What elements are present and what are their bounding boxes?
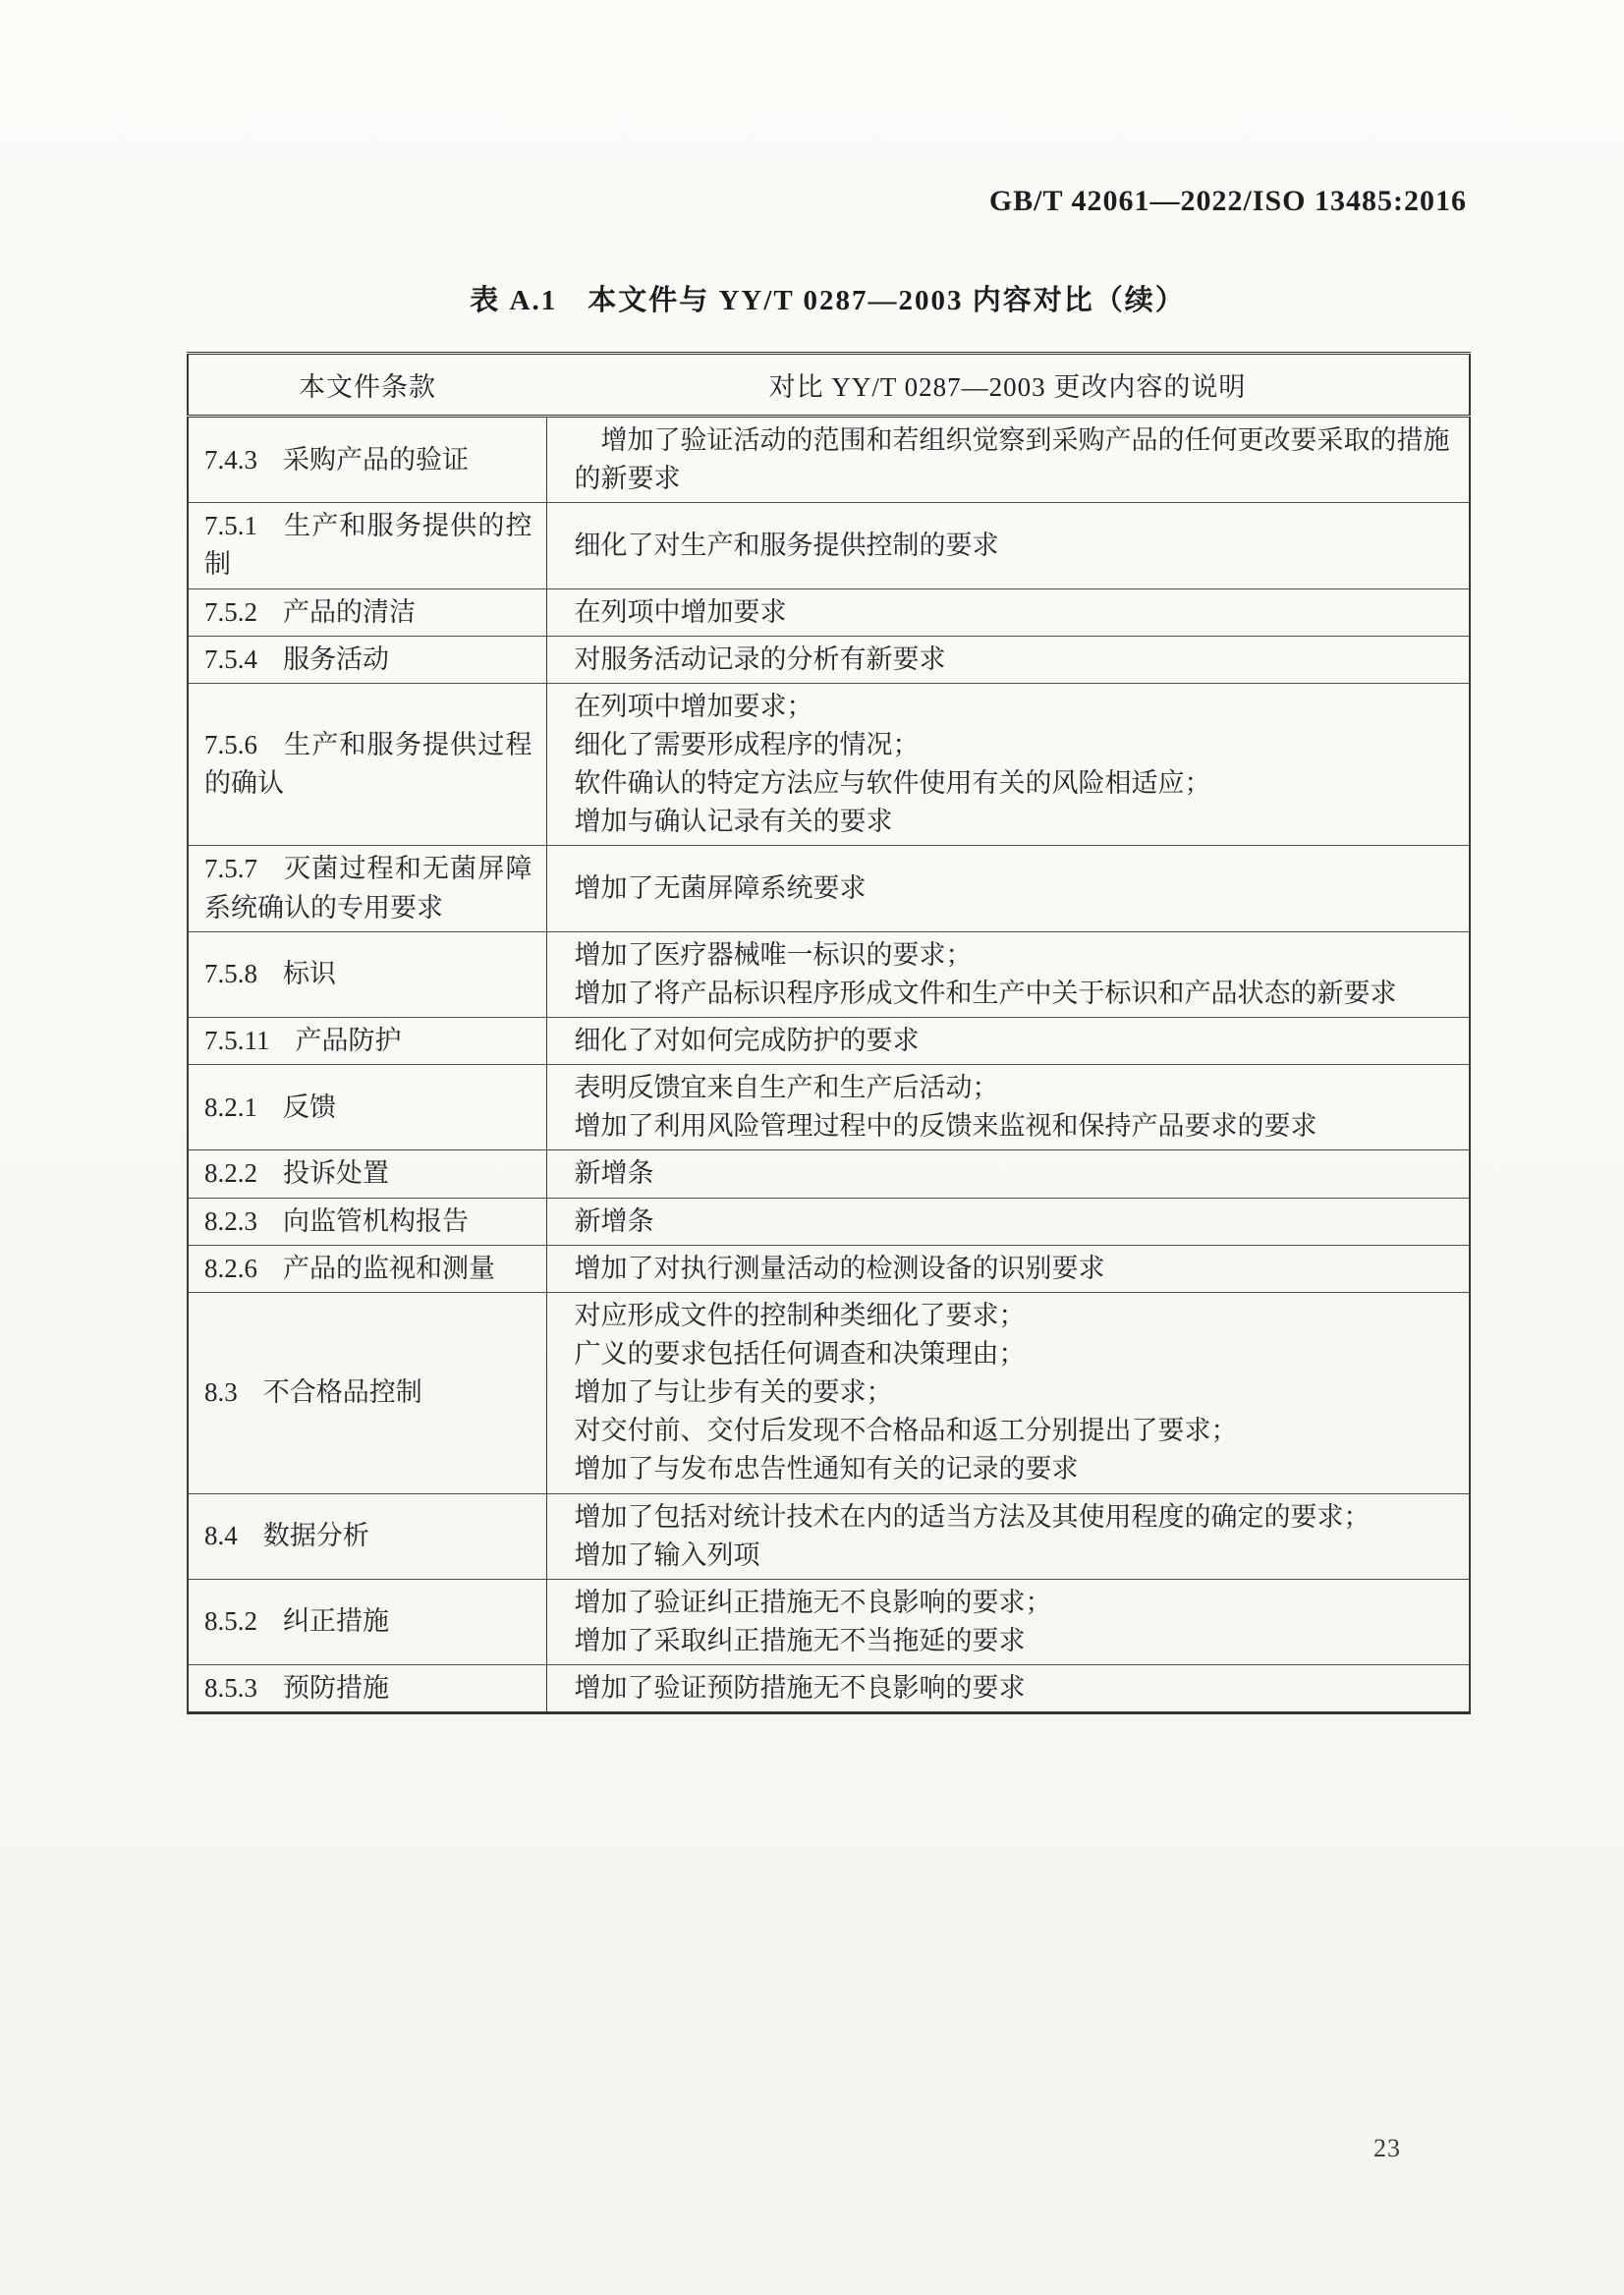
- page-number: 23: [1373, 2134, 1401, 2162]
- clause-number: 7.5.7: [204, 854, 257, 884]
- description-line: 增加了将产品标识程序形成文件和生产中关于标识和产品状态的新要求: [574, 978, 1397, 1008]
- description-line: 增加了与让步有关的要求；: [574, 1377, 893, 1408]
- description-line: 对服务活动记录的分析有新要求: [574, 644, 946, 674]
- clause-title: 反馈: [283, 1092, 336, 1122]
- clause-number: 8.5.3: [204, 1673, 257, 1704]
- clause-title: 纠正措施: [283, 1606, 389, 1637]
- description-cell: [546, 683, 1470, 846]
- clause-cell: [188, 503, 546, 588]
- table-row: [188, 503, 1470, 588]
- comparison-table: [187, 352, 1471, 1714]
- description-line: 新增条: [574, 1158, 654, 1189]
- description-line: 在列项中增加要求: [574, 596, 787, 627]
- clause-title: 标识: [283, 959, 336, 989]
- clause-number: 7.5.8: [204, 959, 257, 989]
- table-row: [188, 1292, 1470, 1493]
- table-row: [188, 417, 1470, 503]
- description-cell: [546, 1665, 1470, 1713]
- clause-title: 不合格品控制: [262, 1377, 422, 1408]
- description-cell: [546, 417, 1470, 503]
- clause-title: 数据分析: [262, 1521, 369, 1551]
- clause-title: 预防措施: [283, 1673, 389, 1704]
- clause-number: 8.5.2: [204, 1606, 257, 1637]
- description-line: 对应形成文件的控制种类细化了要求；: [574, 1300, 1026, 1330]
- clause-title: 生产和服务提供的控制: [204, 511, 532, 580]
- table-title: 表 A.1 本文件与 YY/T 0287—2003 内容对比（续）: [470, 285, 1186, 316]
- table-row: [188, 636, 1470, 683]
- standard-code-header: GB/T 42061—2022/ISO 13485:2016: [988, 185, 1467, 217]
- description-cell: [546, 588, 1470, 636]
- table-row: [188, 1493, 1470, 1579]
- clause-title: 灭菌过程和无菌屏障系统确认的专用要求: [204, 854, 532, 923]
- clause-cell: [188, 1292, 546, 1493]
- description-line: 广义的要求包括任何调查和决策理由；: [574, 1338, 1026, 1369]
- clause-title: 采购产品的验证: [283, 444, 469, 475]
- table-row: [188, 1065, 1470, 1150]
- description-cell: [546, 1579, 1470, 1664]
- clause-number: 7.5.1: [204, 511, 257, 541]
- clause-title: 产品防护: [295, 1025, 402, 1055]
- description-line: 增加了医疗器械唯一标识的要求；: [574, 939, 973, 970]
- description-cell: [546, 1245, 1470, 1292]
- clause-number: 8.2.2: [204, 1158, 257, 1189]
- clause-cell: [188, 636, 546, 683]
- table-row: [188, 931, 1470, 1017]
- clause-cell: [188, 417, 546, 503]
- table-row: [188, 1579, 1470, 1664]
- description-line: 细化了需要形成程序的情况；: [574, 729, 920, 759]
- clause-cell: [188, 588, 546, 636]
- clause-cell: [188, 1150, 546, 1198]
- table-row: [188, 1017, 1470, 1064]
- clause-number: 7.4.3: [204, 444, 257, 475]
- column-header-clause: 本文件条款: [188, 354, 546, 417]
- table-row: [188, 1665, 1470, 1713]
- column-header-description: 对比 YY/T 0287—2003 更改内容的说明: [546, 354, 1470, 417]
- description-line: 对交付前、交付后发现不合格品和返工分别提出了要求；: [574, 1416, 1238, 1446]
- clause-title: 产品的清洁: [283, 596, 416, 627]
- clause-number: 8.3: [204, 1377, 238, 1408]
- description-line: 软件确认的特定方法应与软件使用有关的风险相适应；: [574, 768, 1211, 799]
- description-cell: [546, 1198, 1470, 1245]
- clause-number: 8.2.3: [204, 1205, 257, 1236]
- description-cell: [546, 1150, 1470, 1198]
- description-line: 细化了对如何完成防护的要求: [574, 1025, 920, 1055]
- description-cell: [546, 1292, 1470, 1493]
- clause-number: 8.4: [204, 1521, 238, 1551]
- clause-number: 8.2.6: [204, 1253, 257, 1283]
- table-row: [188, 1150, 1470, 1198]
- clause-cell: [188, 683, 546, 846]
- clause-cell: [188, 1579, 546, 1664]
- table-row: [188, 683, 1470, 846]
- clause-cell: [188, 1017, 546, 1064]
- description-line: 增加了包括对统计技术在内的适当方法及其使用程度的确定的要求；: [574, 1501, 1371, 1532]
- clause-title: 投诉处置: [283, 1158, 389, 1189]
- clause-title: 生产和服务提供过程的确认: [204, 729, 532, 799]
- clause-cell: [188, 1665, 546, 1713]
- clause-title: 产品的监视和测量: [283, 1253, 495, 1283]
- clause-number: 7.5.6: [204, 729, 257, 759]
- table-row: [188, 846, 1470, 931]
- description-line: 表明反馈宜来自生产和生产后活动；: [574, 1073, 999, 1103]
- description-line: 增加了利用风险管理过程中的反馈来监视和保持产品要求的要求: [574, 1111, 1317, 1142]
- description-cell: [546, 931, 1470, 1017]
- clause-cell: [188, 1198, 546, 1245]
- description-cell: [546, 1017, 1470, 1064]
- description-cell: [546, 1065, 1470, 1150]
- table-header-row: [188, 354, 1470, 417]
- description-line: 增加了与发布忠告性通知有关的记录的要求: [574, 1454, 1079, 1484]
- description-line: 增加与确认记录有关的要求: [574, 807, 893, 837]
- table-row: [188, 1198, 1470, 1245]
- description-line: 细化了对生产和服务提供控制的要求: [574, 530, 999, 560]
- table-row: [188, 1245, 1470, 1292]
- clause-cell: [188, 931, 546, 1017]
- clause-cell: [188, 846, 546, 931]
- clause-title: 服务活动: [283, 644, 389, 674]
- description-line: 增加了无菌屏障系统要求: [574, 872, 867, 903]
- clause-title: 向监管机构报告: [283, 1205, 469, 1236]
- description-line: 增加了验证活动的范围和若组织觉察到采购产品的任何更改要采取的措施的新要求: [574, 425, 1450, 494]
- description-line: 增加了对执行测量活动的检测设备的识别要求: [574, 1253, 1105, 1283]
- description-cell: [546, 503, 1470, 588]
- clause-cell: [188, 1245, 546, 1292]
- clause-cell: [188, 1493, 546, 1579]
- clause-number: 7.5.4: [204, 644, 257, 674]
- description-cell: [546, 1493, 1470, 1579]
- description-cell: [546, 846, 1470, 931]
- table-row: [188, 588, 1470, 636]
- description-cell: [546, 636, 1470, 683]
- description-line: 新增条: [574, 1205, 654, 1236]
- clause-cell: [188, 1065, 546, 1150]
- description-line: 增加了验证纠正措施无不良影响的要求；: [574, 1587, 1052, 1617]
- description-line: 增加了验证预防措施无不良影响的要求: [574, 1673, 1026, 1704]
- description-line: 增加了采取纠正措施无不当拖延的要求: [574, 1625, 1026, 1655]
- clause-number: 8.2.1: [204, 1092, 257, 1122]
- description-line: 在列项中增加要求；: [574, 691, 813, 721]
- clause-number: 7.5.2: [204, 596, 257, 627]
- description-line: 增加了输入列项: [574, 1539, 760, 1570]
- clause-number: 7.5.11: [204, 1025, 270, 1055]
